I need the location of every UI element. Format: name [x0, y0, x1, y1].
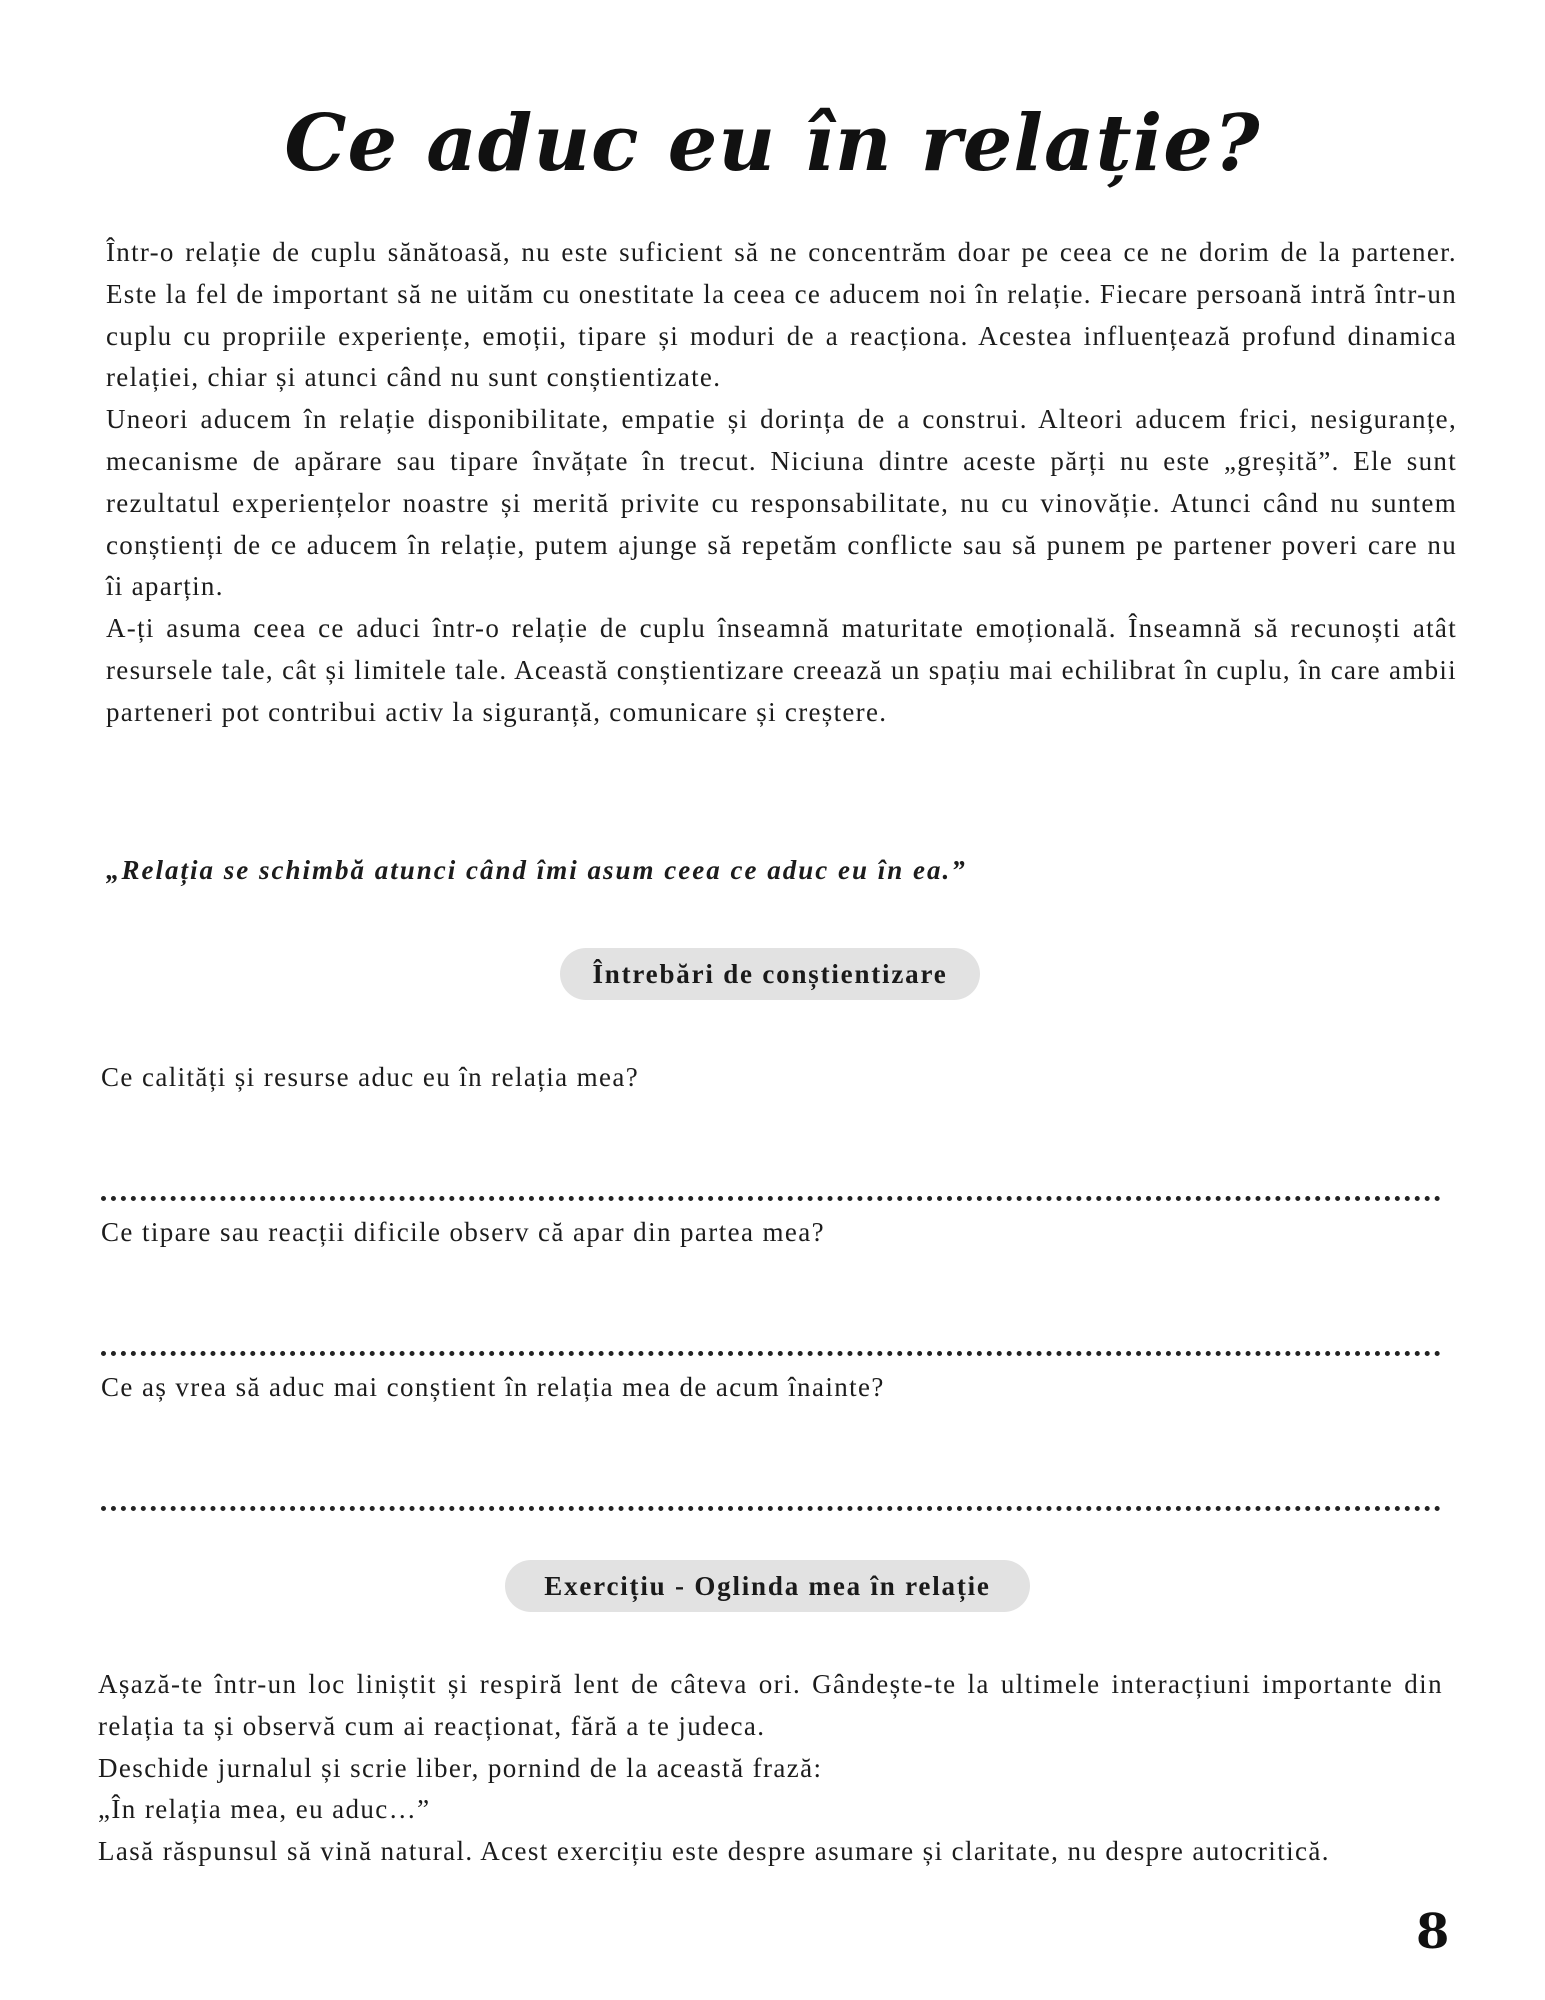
answer-line-3[interactable] [101, 1506, 1441, 1511]
quote: „Relația se schimbă atunci când îmi asum ceea ce aduc eu în ea.” [106, 855, 967, 885]
question-2: Ce tipare sau reacții dificile observ că apar din partea mea? [101, 1217, 826, 1247]
intro-paragraph: A-ți asuma ceea ce aduci într-o relație de cuplu înseamnă maturitate emoțională. Înseamnă să recunoști atât resursele tale, cât și limitele tale. Această conștientizare creează un spațiu mai echilibrat în cuplu, în care ambii parteneri pot contribui activ la siguranță, comunicare și creștere. [106, 613, 1457, 727]
page-title: Ce aduc eu în relație? [284, 98, 1261, 189]
answer-line-1[interactable] [101, 1196, 1441, 1201]
intro-paragraph: Uneori aducem în relație disponibilitate, empatie și dorința de a construi. Alteori aducem frici, nesiguranțe, mecanisme de apărare sau tipare învățate în trecut. Niciuna dintre aceste părți nu este „greșită”. Ele sunt rezultatul experiențelor noastre și merită privite cu responsabilitate, nu cu vinovăție. Atunci când nu suntem conștienți de ce aducem în relație, putem ajunge să repetăm conflicte sau să punem pe partener poveri care nu îi aparțin. [106, 404, 1457, 602]
exercise-paragraph: Lasă răspunsul să vină natural. Acest exercițiu este despre asumare și claritate, nu despre autocritică. [98, 1836, 1330, 1867]
intro-text [106, 232, 1457, 734]
exercise-text [98, 1664, 1443, 1873]
exercise-paragraph: „În relația mea, eu aduc…” [98, 1794, 431, 1825]
exercise-heading: Exercițiu - Oglinda mea în relație [505, 1560, 1030, 1612]
exercise-paragraph: Așază-te într-un loc liniștit și respiră lent de câteva ori. Gândește-te la ultimele interacțiuni importante din relația ta și observă cum ai reacționat, fără a te judeca. [98, 1669, 1443, 1741]
exercise-paragraph: Deschide jurnalul și scrie liber, pornind de la această frază: [98, 1752, 823, 1783]
question-3: Ce aș vrea să aduc mai conștient în relația mea de acum înainte? [101, 1372, 885, 1402]
answer-line-2[interactable] [101, 1351, 1441, 1356]
questions-heading: Întrebări de conștientizare [560, 948, 980, 1000]
page-number: 8 [1416, 1904, 1450, 1960]
intro-paragraph: Într-o relație de cuplu sănătoasă, nu este suficient să ne concentrăm doar pe ceea ce ne dorim de la partener. Este la fel de important să ne uităm cu onestitate la ceea ce aducem noi în relație. Fiecare persoană intră într-un cuplu cu propriile experiențe, emoții, tipare și moduri de a reacționa. Acestea influențează profund dinamica relației, chiar și atunci când nu sunt conștientizate. [106, 237, 1457, 393]
question-1: Ce calități și resurse aduc eu în relația mea? [101, 1062, 640, 1092]
